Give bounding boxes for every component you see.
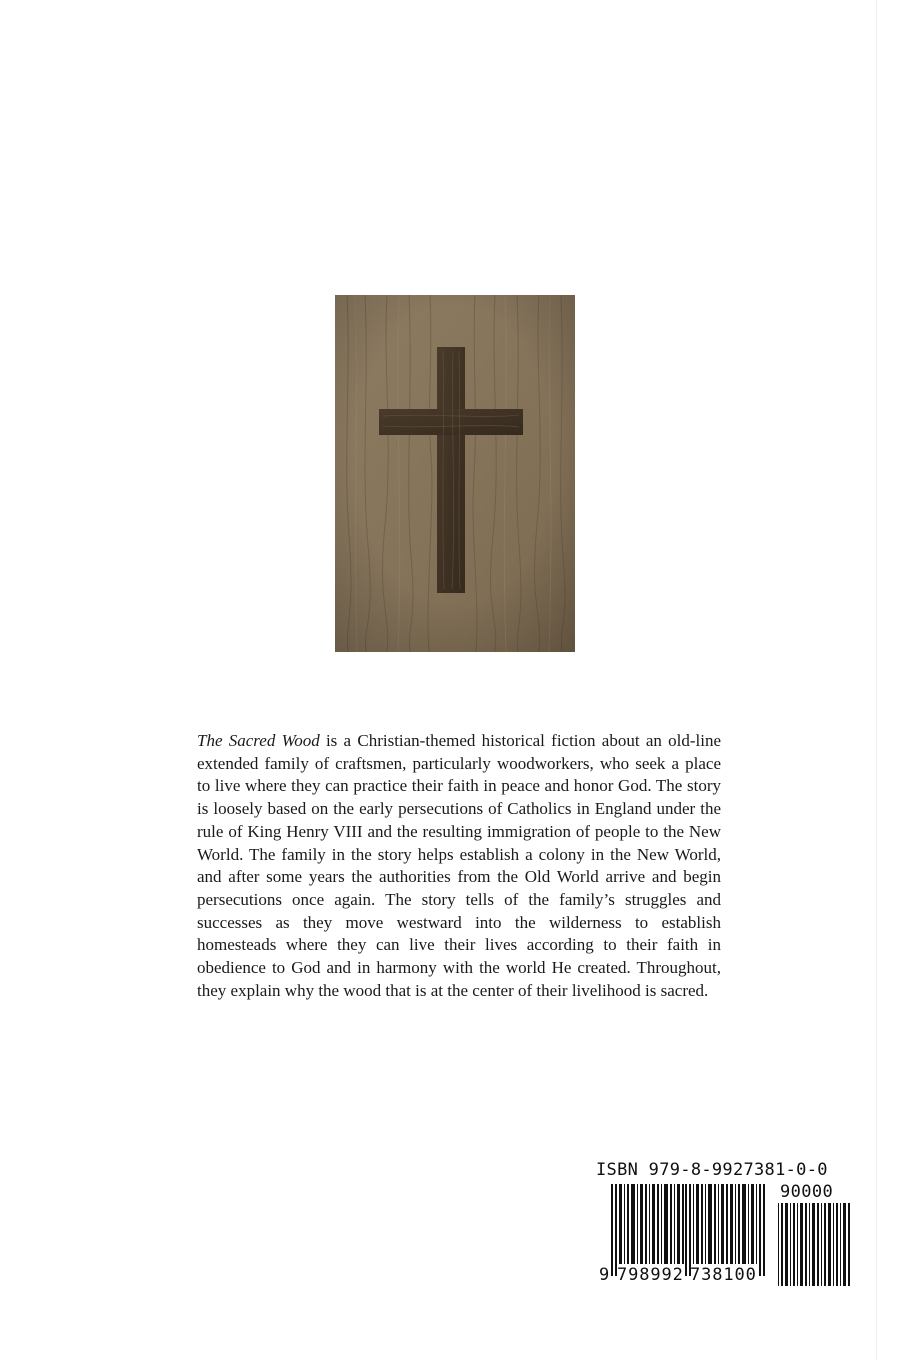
isbn-barcode xyxy=(596,1160,858,1286)
ean-left-digits: 798992 xyxy=(617,1265,684,1285)
wooden-cross-icon xyxy=(335,295,575,652)
ean-first-digit: 9 xyxy=(599,1265,610,1285)
page-edge-line xyxy=(876,0,877,1360)
blurb-body: is a Christian-themed historical fiction about an old-line extended family of craftsmen, particularly woodworkers, who seek a place to live where they can practice their faith in peace and honor God. The story is loosely based on the early persecutions of Catholics in England under the rule of King Henry VIII and the resulting immigration of people to the New World. The family in the story helps establish a colony in the New World, and after some years the authorities from the Old World arrive and begin persecutions once again. The story tells of the family’s struggles and successes as they move westward into the wilderness to establish homesteads where they can live their lives according to their faith in obedience to God and in harmony with the world He created. Throughout, they explain why the wood that is at the center of their livelihood is sacred. xyxy=(197,731,721,1000)
ean-barcode-bars xyxy=(611,1184,767,1276)
ean-right-digits: 738100 xyxy=(690,1265,757,1285)
price-code: 90000 xyxy=(780,1182,834,1202)
book-title: The Sacred Wood xyxy=(197,731,320,750)
price-addon-bars xyxy=(776,1203,852,1286)
back-cover-blurb xyxy=(197,730,721,1002)
wooden-cross-image xyxy=(335,295,575,652)
isbn-label: ISBN 979-8-9927381-0-0 xyxy=(596,1160,828,1180)
